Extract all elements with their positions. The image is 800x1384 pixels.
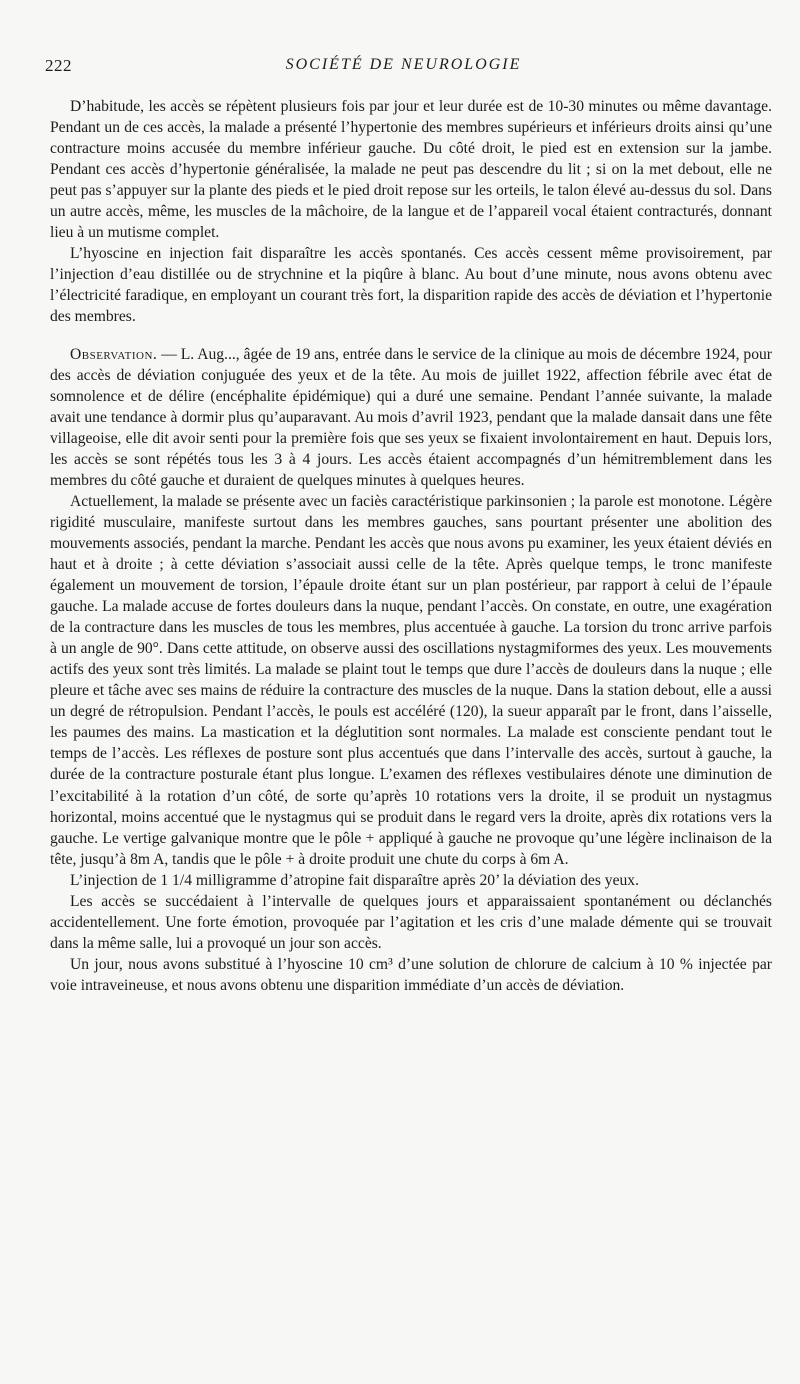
paragraph: Un jour, nous avons substitué à l’hyoscine 10 cm³ d’une solution de chlorure de calcium à 10 % injectée par voie intraveineuse, et nous avons obtenu une disparition immédiate d’un accès de déviation.: [50, 955, 772, 994]
observation-text: — L. Aug..., âgée de 19 ans, entrée dans le service de la clinique au mois de décembre 1924, pour des accès de déviation conjuguée des yeux et de la tête. Au mois de juillet 1922, affection fébrile avec état de somnolence et de délire (encéphalite épidémique) qui a duré une semaine. Pendant l’année suivante, la malade avait une tendance à dormir plus qu’auparavant. Au mois d’avril 1923, pendant que la malade dansait dans une fête villageoise, elle dit avoir senti pour la première fois que ses yeux se fixaient involontairement en haut. Depuis lors, les accès se sont répétés tous les 3 à 4 jours. Les accès étaient accompagnés d’un hémitremblement dans les membres du côté gauche et duraient de quelques minutes à quelques heures.: [50, 345, 772, 489]
paragraph: Actuellement, la malade se présente avec un faciès caractéristique parkinsonien ; la parole est monotone. Légère rigidité musculaire, manifeste surtout dans les membres gauches, sans pourtant présenter une abolition des mouvements associés, pendant la marche. Pendant les accès que nous avons pu examiner, les yeux étaient déviés en haut et à droite ; à cette déviation s’associait aussi celle de la tête. Après quelque temps, le tronc manifeste également un mouvement de torsion, l’épaule droite étant sur un plan postérieur, par rapport à celui de l’épaule gauche. La malade accuse de fortes douleurs dans la nuque, pendant l’accès. On constate, en outre, une exagération de la contracture dans les muscles de tous les membres, plus accentuée à gauche. La torsion du tronc arrive parfois à un angle de 90°. Dans cette attitude, on observe aussi des oscillations nystagmiformes des yeux. Les mouvements actifs des yeux sont très limités. La malade se plaint tout le temps que dure l’accès de douleurs dans la nuque ; elle pleure et tâche avec ses mains de réduire la contracture des muscles de la nuque. Dans la station debout, elle a aussi un degré de rétropulsion. Pendant l’accès, le pouls est accéléré (120), la sueur apparaît par le front, dans l’aisselle, les paumes des mains. La mastication et la déglutition sont normales. La malade est consciente pendant tout le temps de l’accès. Les réflexes de posture sont plus accentués que dans l’intervalle des accès, surtout à gauche, la durée de la contracture posturale étant plus longue. L’examen des réflexes vestibulaires dénote une diminution de l’excitabilité à la rotation d’un côté, de sorte qu’après 10 rotations vers la droite, il se produit un nystagmus horizontal, moins accentué que le nystagmus qui se produit dans le regard vers la droite, après dix rotations vers la gauche. Le vertige galvanique montre que le pôle + appliqué à gauche ne provoque qu’une légère inclinaison de la tête, jusqu’à 8m A, tandis que le pôle + à droite produit une chute du corps à 6m A.: [50, 492, 772, 868]
paragraph: Les accès se succédaient à l’intervalle de quelques jours et apparaissaient spontanément ou déclanchés accidentellement. Une forte émotion, provoquée par l’agitation et les cris d’une malade démente qui se trouvait dans la même salle, lui a provoqué un jour son accès.: [50, 892, 772, 952]
page-number: 222: [45, 56, 72, 75]
paragraph: L’hyoscine en injection fait disparaître les accès spontanés. Ces accès cessent même provisoirement, par l’injection d’eau distillée ou de strychnine et la piqûre à blanc. Au bout d’une minute, nous avons obtenu avec l’électricité faradique, en employant un courant très fort, la disparition rapide des accès de déviation et l’hypertonie des membres.: [50, 245, 772, 326]
page-header: [45, 56, 762, 76]
observation-paragraph: [50, 344, 772, 491]
body-text: [50, 96, 772, 996]
observation-label: Observation.: [70, 345, 158, 363]
paragraph: L’injection de 1 1/4 milligramme d’atropine fait disparaître après 20’ la déviation des yeux.: [70, 871, 639, 889]
paragraph: D’habitude, les accès se répètent plusieurs fois par jour et leur durée est de 10-30 minutes ou même davantage. Pendant un de ces accès, la malade a présenté l’hypertonie des membres supérieurs et inférieurs droits ainsi qu’une contracture moins accusée du membre inférieur gauche. Du côté droit, le pied est en extension sur la jambe. Pendant ces accès d’hypertonie généralisée, la malade ne peut pas descendre du lit ; si on la met debout, elle ne peut pas s’appuyer sur la plante des pieds et le pied droit repose sur les orteils, le talon élevé au-dessus du sol. Dans un autre accès, même, les muscles de la mâchoire, de la langue et de l’appareil vocal étaient contracturés, donnant lieu à un mutisme complet.: [50, 98, 772, 242]
running-title: SOCIÉTÉ DE NEUROLOGIE: [285, 56, 522, 73]
